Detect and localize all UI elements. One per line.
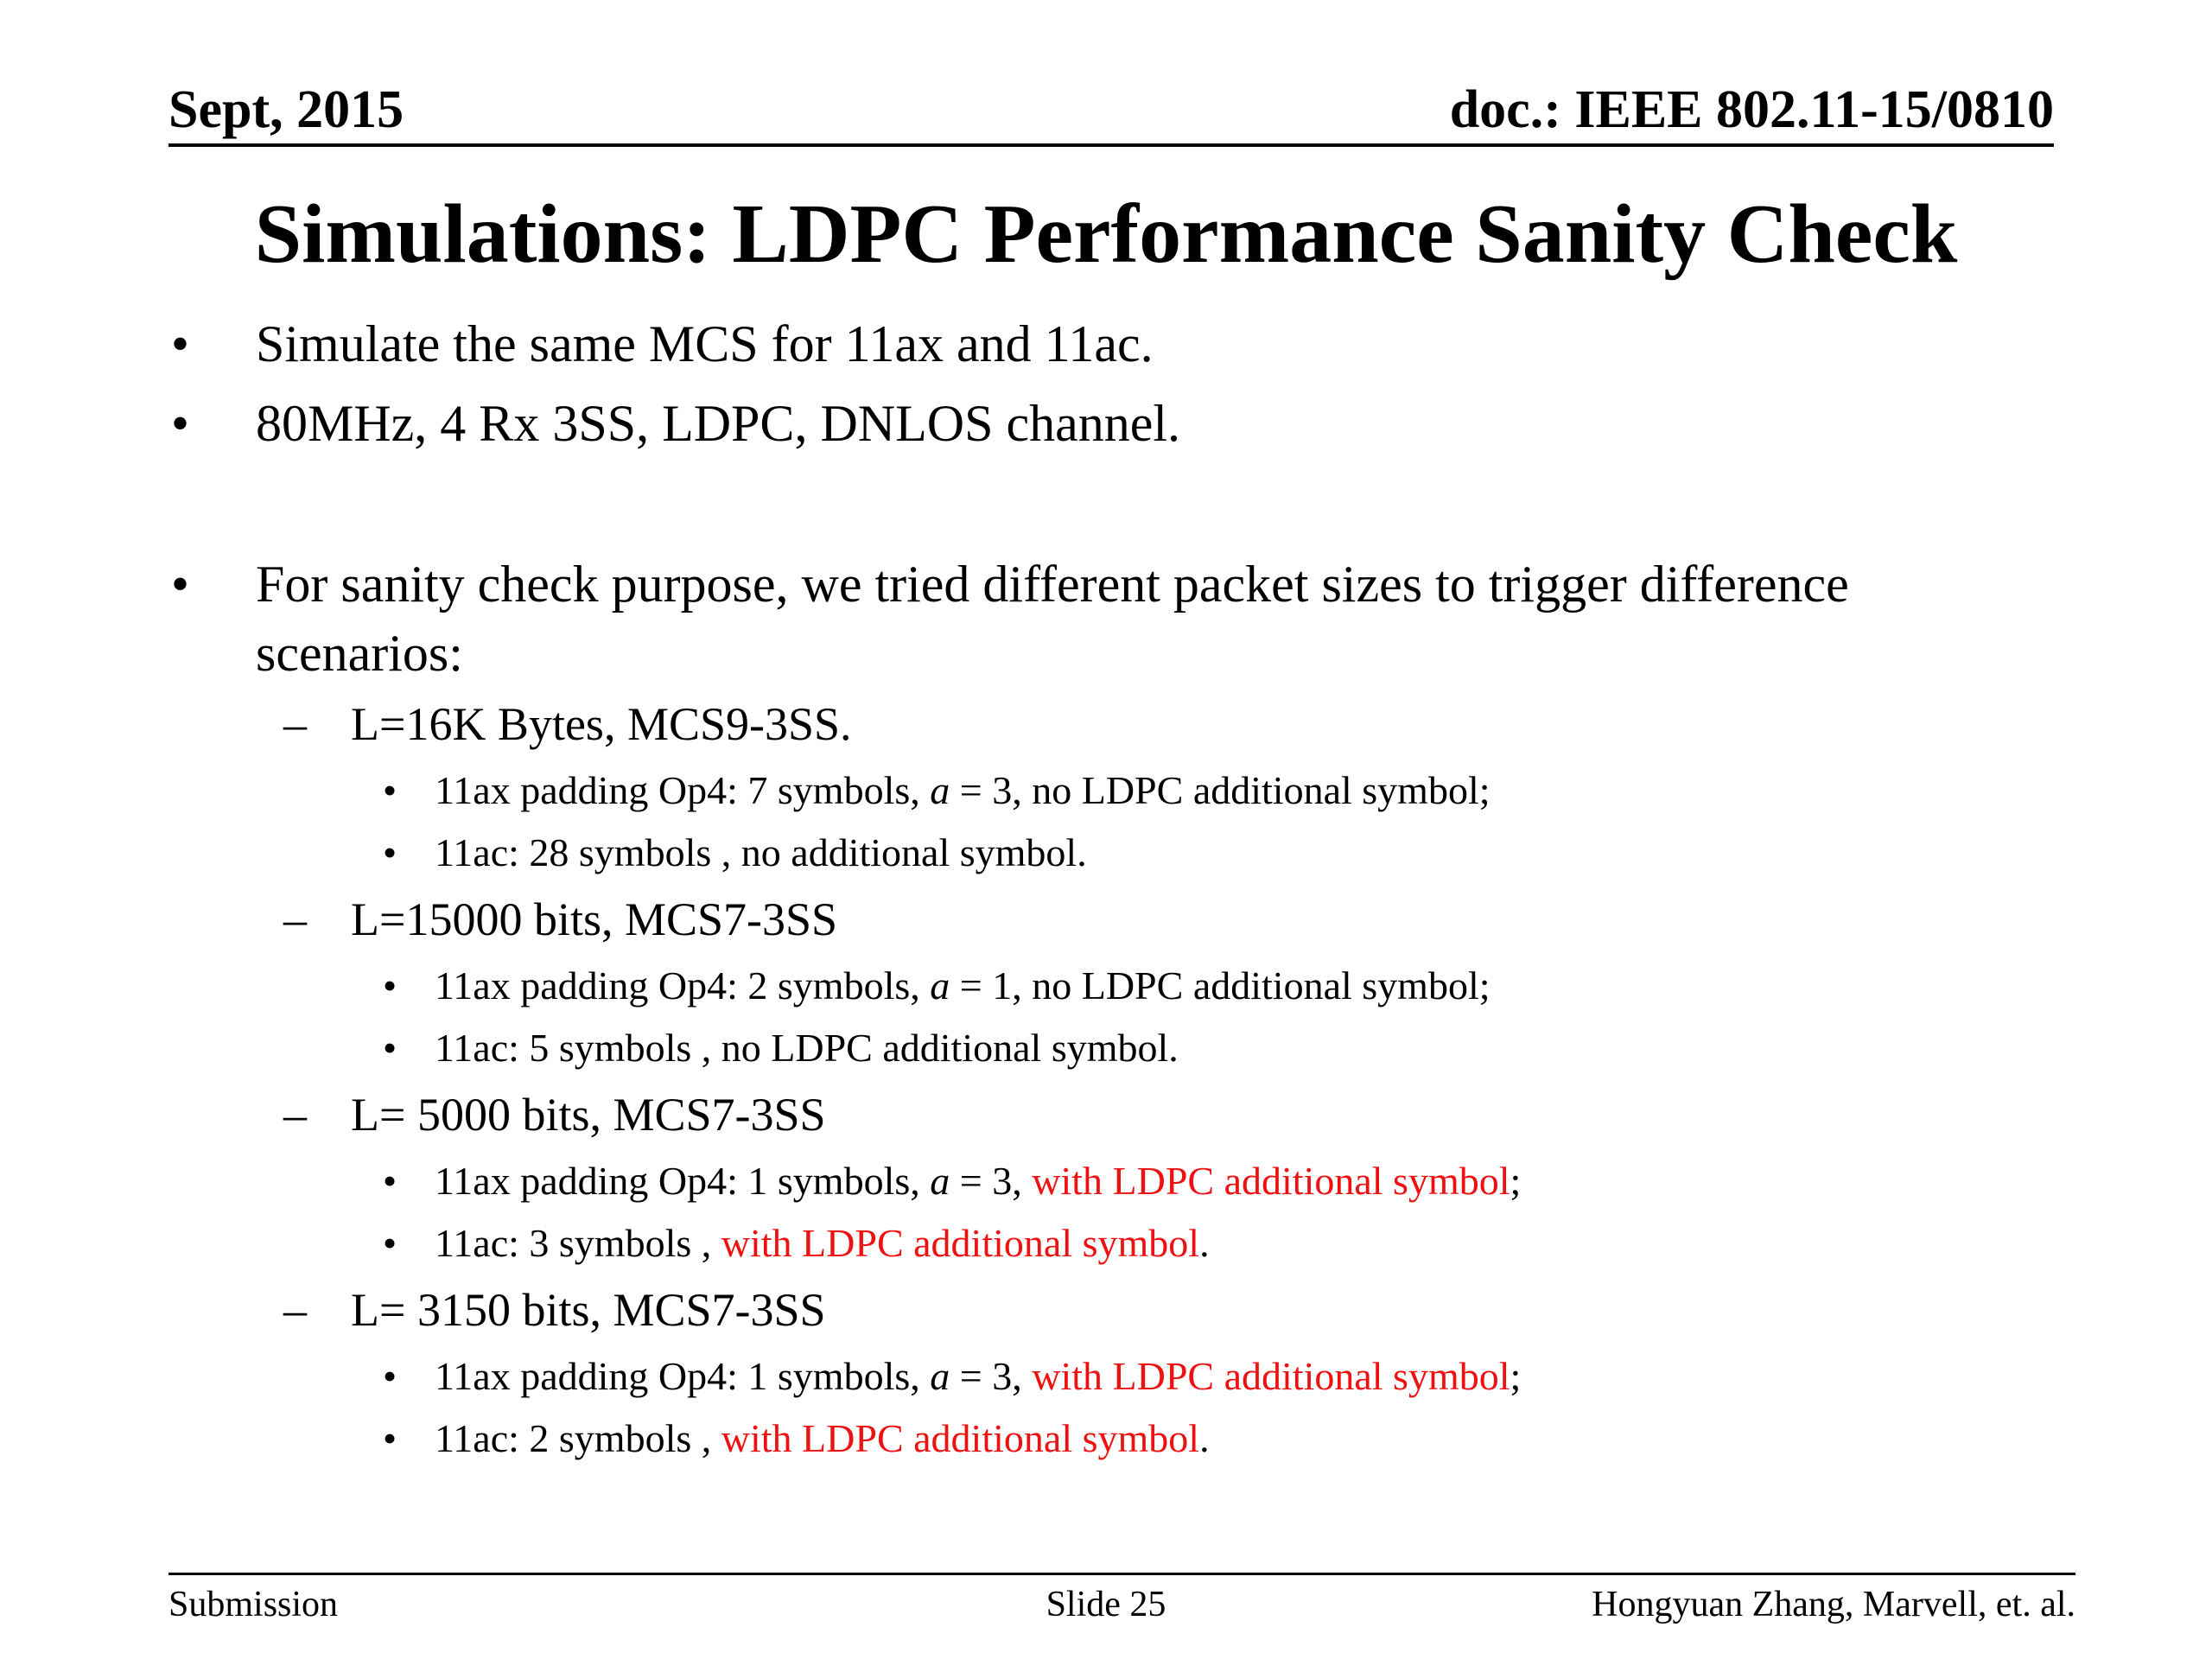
- detail-text: 11ac: 2 symbols , with LDPC additional symbol.: [435, 1416, 1210, 1460]
- detail-text: 11ac: 3 symbols , with LDPC additional symbol.: [435, 1221, 1210, 1265]
- dash-marker: –: [283, 1284, 307, 1336]
- detail-text: 11ax padding Op4: 7 symbols, a = 3, no LDPC additional symbol;: [435, 768, 1491, 812]
- bullet-marker: •: [383, 1159, 397, 1203]
- scenario-label: L= 3150 bits, MCS7-3SS: [351, 1284, 826, 1336]
- footer-divider: [168, 1573, 2075, 1575]
- bullet-marker: •: [383, 1221, 397, 1265]
- detail-text: 11ax padding Op4: 1 symbols, a = 3, with LDPC additional symbol;: [435, 1354, 1522, 1398]
- bullet-text-continuation: scenarios:: [256, 625, 463, 682]
- detail-text: 11ac: 28 symbols , no additional symbol.: [435, 830, 1087, 874]
- bullet-marker: •: [383, 963, 397, 1007]
- bullet-text: 80MHz, 4 Rx 3SS, LDPC, DNLOS channel.: [256, 395, 1181, 452]
- bullet-marker: •: [383, 830, 397, 874]
- scenario-label: L=15000 bits, MCS7-3SS: [351, 893, 838, 945]
- header-doc-id: doc.: IEEE 802.11-15/0810: [1449, 80, 2054, 139]
- slide-title: Simulations: LDPC Performance Sanity Check: [254, 188, 1958, 281]
- detail-text: 11ac: 5 symbols , no LDPC additional symbol.: [435, 1026, 1179, 1070]
- footer-submission: Submission: [168, 1585, 339, 1624]
- footer-slide-number: Slide 25: [1046, 1585, 1166, 1624]
- dash-marker: –: [283, 698, 307, 750]
- header-date: Sept, 2015: [168, 80, 404, 139]
- scenario-label: L= 5000 bits, MCS7-3SS: [351, 1089, 826, 1141]
- dash-marker: –: [283, 893, 307, 945]
- detail-text: 11ax padding Op4: 2 symbols, a = 1, no LDPC additional symbol;: [435, 963, 1491, 1007]
- bullet-marker: •: [383, 768, 397, 812]
- bullet-marker: •: [171, 395, 190, 452]
- bullet-marker: •: [383, 1416, 397, 1460]
- header-divider: [168, 143, 2054, 147]
- dash-marker: –: [283, 1089, 307, 1141]
- bullet-text: Simulate the same MCS for 11ax and 11ac.: [256, 315, 1154, 372]
- scenario-label: L=16K Bytes, MCS9-3SS.: [351, 698, 852, 750]
- detail-text: 11ax padding Op4: 1 symbols, a = 3, with LDPC additional symbol;: [435, 1159, 1522, 1203]
- bullet-marker: •: [171, 315, 190, 372]
- bullet-marker: •: [171, 556, 190, 613]
- footer-author: Hongyuan Zhang, Marvell, et. al.: [1592, 1585, 2075, 1624]
- bullet-text: For sanity check purpose, we tried different packet sizes to trigger difference: [256, 556, 1849, 613]
- bullet-marker: •: [383, 1354, 397, 1398]
- bullet-marker: •: [383, 1026, 397, 1070]
